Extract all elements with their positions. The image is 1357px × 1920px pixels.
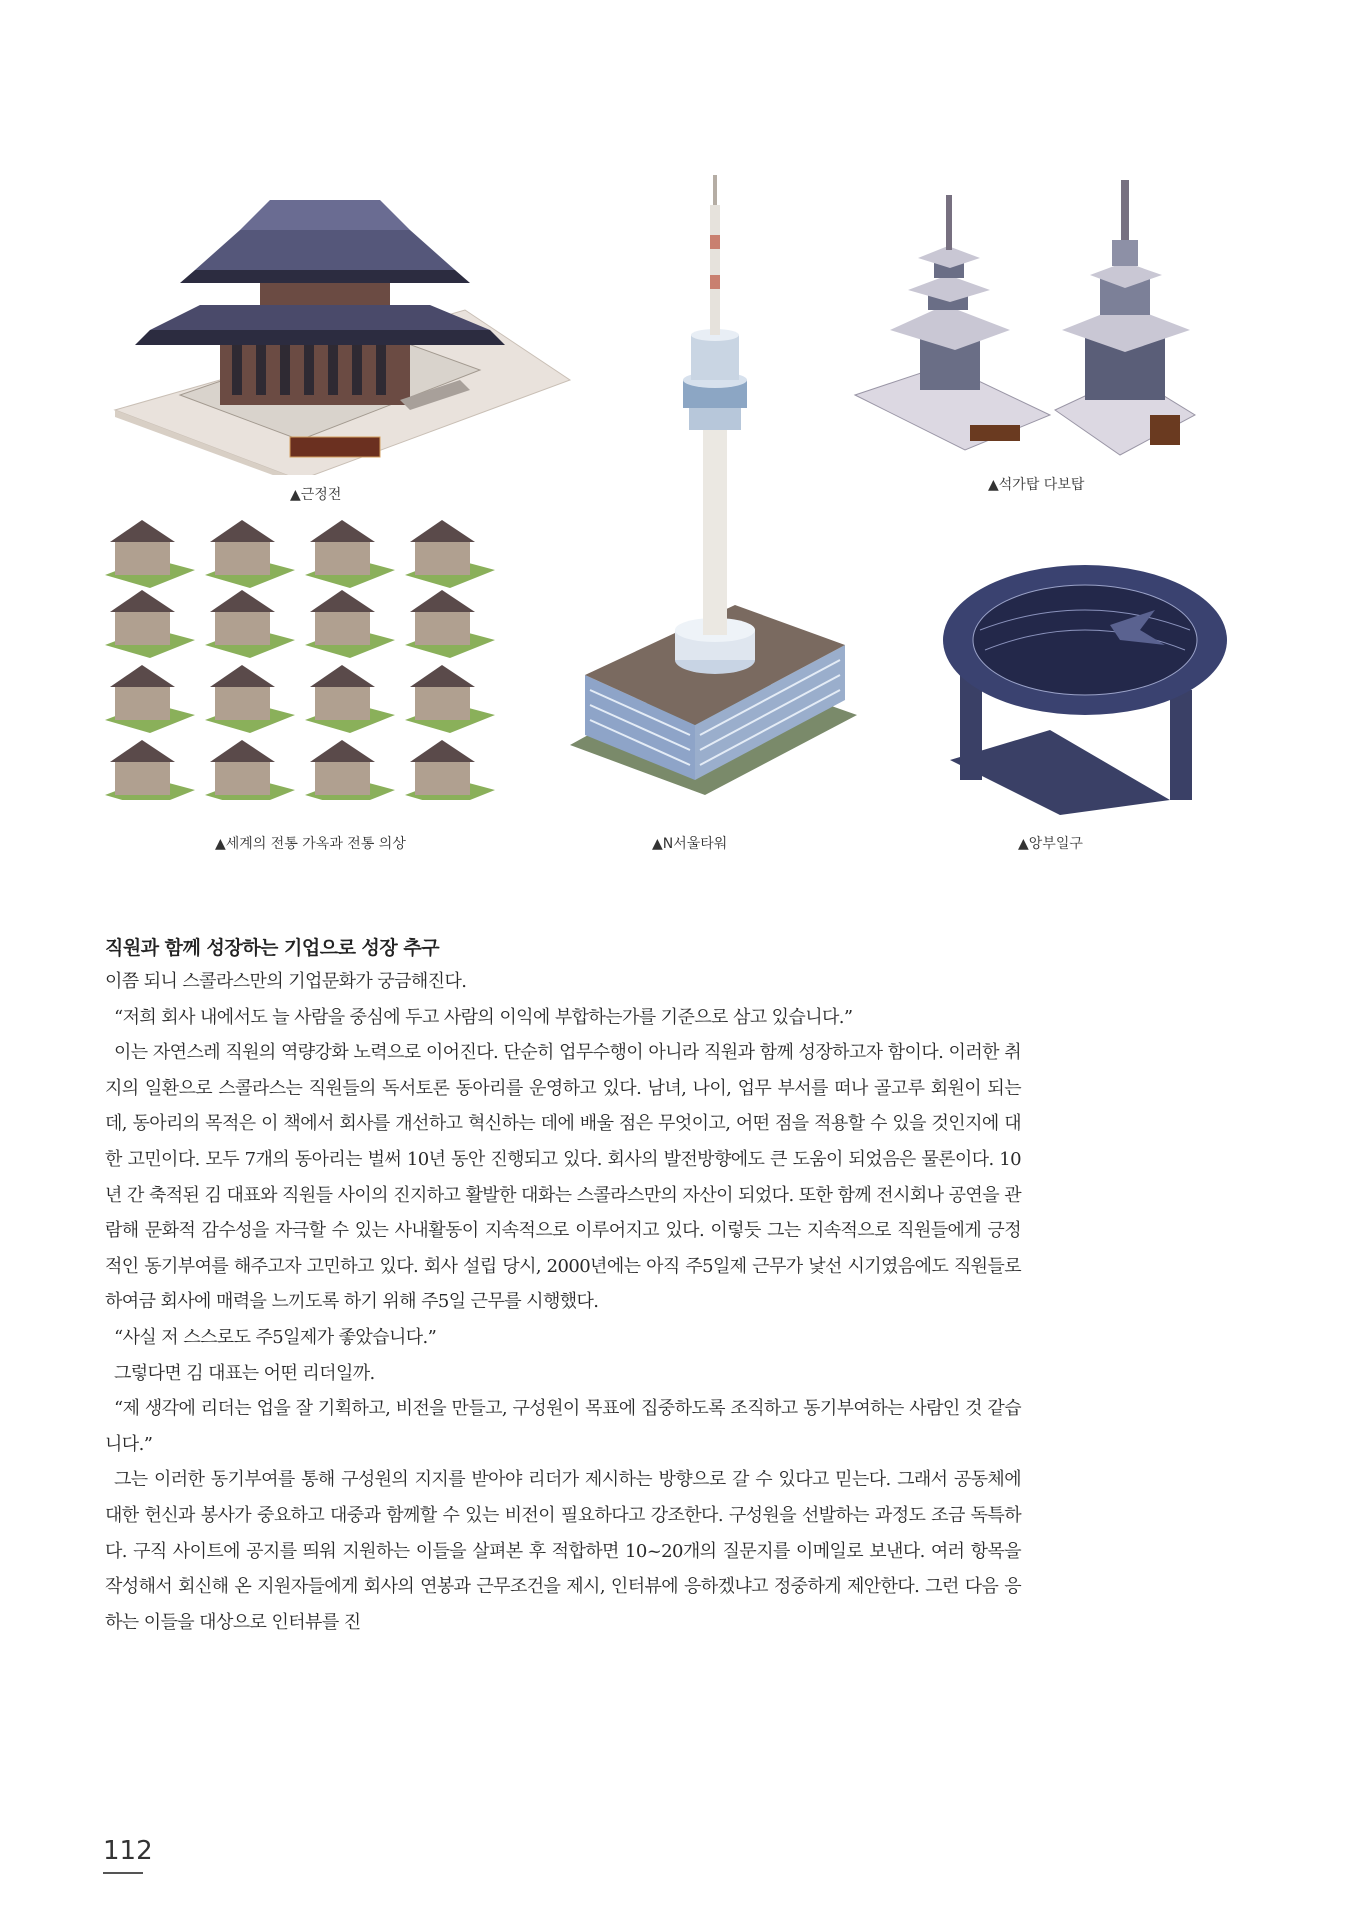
caption-n-seoul-tower: ▲N서울타워: [652, 836, 728, 852]
house-model-thumb: [105, 520, 195, 588]
world-traditional-houses-image: [100, 510, 520, 800]
caption-geunjeongjeon: ▲근정전: [290, 487, 342, 503]
n-seoul-tower-model-image: [565, 175, 865, 795]
article-paragraph: 이는 자연스레 직원의 역량강화 노력으로 이어진다. 단순히 업무수행이 아니라 직원과 함께 성장하고자 함이다. 이러한 취지의 일환으로 스콜라스는 직원들의 독서토론 동아리를 운영하고 있다. 남녀, 나이, 업무 부서를 떠나 골고루 회원이 되는데, 동아리의 목적은 이 책에서 회사를 개선하고 혁신하는 데에 배울 점은 무엇이고, 어떤 점을 적용할 수 있을 것인지에 대한 고민이다. 모두 7개의 동아리는 벌써 10년 동안 진행되고 있다. 회사의 발전방향에도 큰 도움이 되었음은 물론이다. 10년 간 축적된 김 대표와 직원들 사이의 진지하고 활발한 대화는 스콜라스만의 자산이 되었다. 또한 함께 전시회나 공연을 관람해 문화적 감수성을 자극할 수 있는 사내활동이 지속적으로 이루어지고 있다. 이렇듯 그는 지속적으로 직원들에게 긍정적인 동기부여를 해주고자 고민하고 있다. 회사 설립 당시, 2000년에는 아직 주5일제 근무가 낯선 시기였음에도 직원들로 하여금 회사에 매력을 느끼도록 하기 위해 주5일 근무를 시행했다.: [105, 1042, 1021, 1313]
article-paragraph: 그는 이러한 동기부여를 통해 구성원의 지지를 받아야 리더가 제시하는 방향으로 갈 수 있다고 믿는다. 그래서 공동체에 대한 헌신과 봉사가 중요하고 대중과 함께할 수 있는 비전이 필요하다고 강조한다. 구성원을 선발하는 과정도 조금 독특하다. 구직 사이트에 공지를 띄워 지원하는 이들을 살펴본 후 적합하면 10~20개의 질문지를 이메일로 보낸다. 여러 항목을 작성해서 회신해 온 지원자들에게 회사의 연봉과 근무조건을 제시, 인터뷰에 응하겠냐고 정중하게 제안한다. 그런 다음 응하는 이들을 대상으로 인터뷰를 진: [105, 1469, 1021, 1633]
article-paragraph: “사실 저 스스로도 주5일제가 좋았습니다.”: [114, 1326, 437, 1348]
article-paragraph: 이쯤 되니 스콜라스만의 기업문화가 궁금해진다.: [105, 971, 467, 992]
page-number: 112: [103, 1836, 153, 1866]
caption-seokgatap-dabotap: ▲석가탑 다보탑: [988, 477, 1085, 493]
geunjeongjeon-model-image: [110, 185, 580, 475]
article-paragraph: 그렇다면 김 대표는 어떤 리더일까.: [114, 1362, 375, 1384]
article-paragraph: “저희 회사 내에서도 늘 사람을 중심에 두고 사람의 이익에 부합하는가를 기준으로 삼고 있습니다.”: [114, 1006, 853, 1028]
angbuilgu-model-image: [940, 530, 1230, 820]
caption-angbuilgu: ▲앙부일구: [1018, 836, 1083, 852]
page-number-underline: [103, 1872, 143, 1874]
article-heading: 직원과 함께 성장하는 기업으로 성장 추구: [105, 937, 440, 959]
caption-world-houses: ▲세계의 전통 가옥과 전통 의상: [215, 836, 406, 852]
seokgatap-dabotap-model-image: [850, 180, 1200, 470]
article-body: [105, 933, 1021, 1640]
article-paragraph: “제 생각에 리더는 업을 잘 기획하고, 비전을 만들고, 구성원이 목표에 집중하도록 조직하고 동기부여하는 사람인 것 같습니다.”: [105, 1398, 1021, 1455]
